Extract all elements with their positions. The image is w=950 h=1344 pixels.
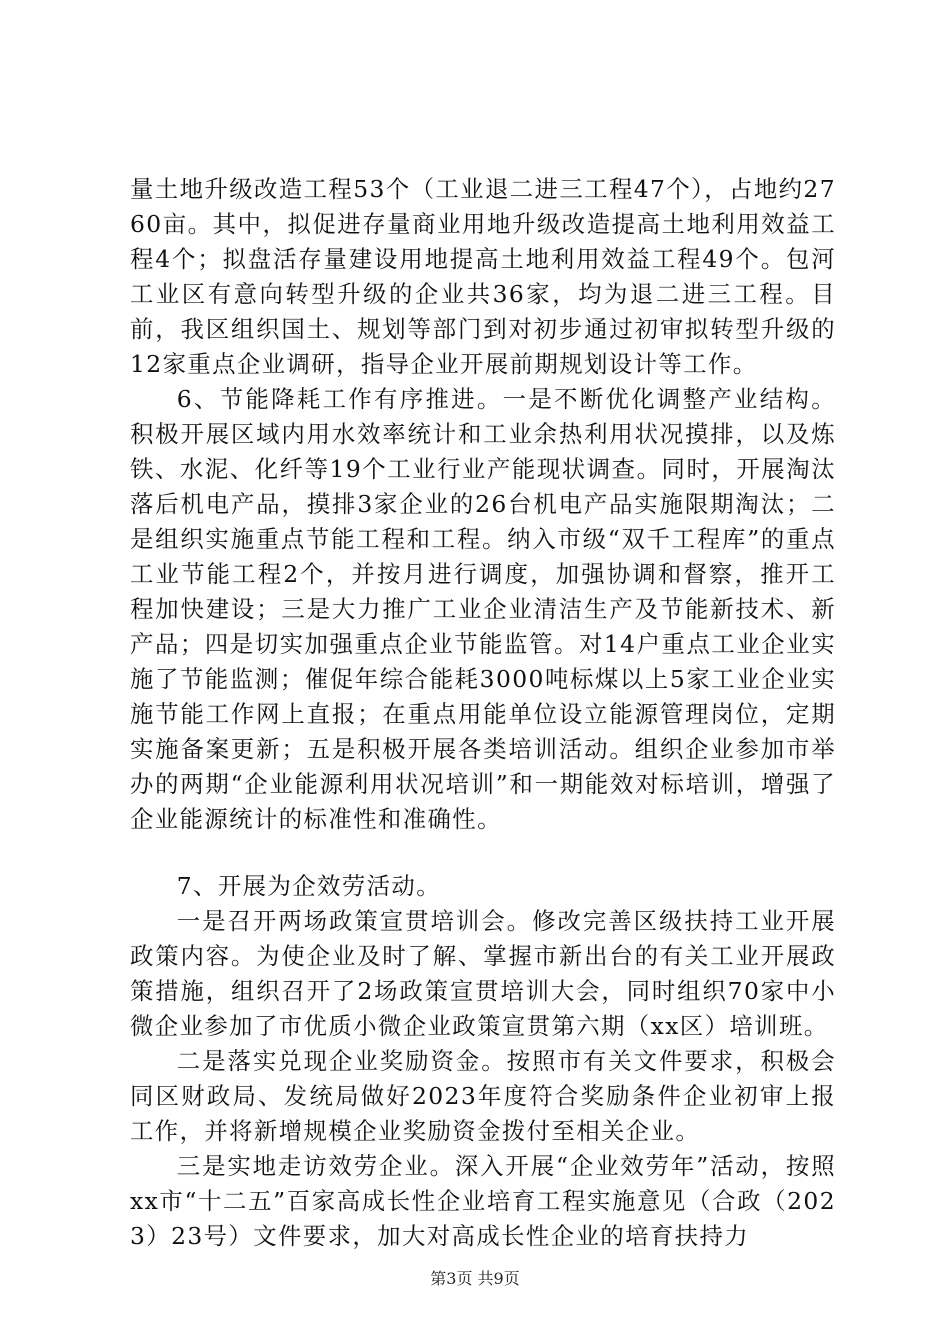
paragraph-policy-training: 一是召开两场政策宣贯培训会。修改完善区级扶持工业开展政策内容。为使企业及时了解、掌握市新出台的有关工业开展政策措施，组织召开了2场政策宣贯培训大会，同时组织70家中小微企业参加了市优质小微企业政策宣贯第六期（xx区）培训班。: [130, 907, 836, 1040]
page-footer: 第3页 共9页: [430, 1269, 520, 1288]
paragraph-gap: [130, 837, 836, 869]
paragraph-enterprise-visits: 三是实地走访效劳企业。深入开展“企业效劳年”活动，按照xx市“十二五”百家高成长性企业培育工程实施意见（合政（2023）23号）文件要求，加大对高成长性企业的培育扶持力: [130, 1152, 836, 1250]
paragraph-land-upgrade: 量土地升级改造工程53个（工业退二进三工程47个），占地约2760亩。其中，拟促进存量商业用地升级改造提高土地利用效益工程4个；拟盘活存量建设用地提高土地利用效益工程49个。包河工业区有意向转型升级的企业共36家，均为退二进三工程。目前，我区组织国土、规划等部门到对初步通过初审拟转型升级的12家重点企业调研，指导企业开展前期规划设计等工作。: [130, 175, 836, 378]
document-body: [130, 172, 836, 1254]
paragraph-energy-saving: 6、节能降耗工作有序推进。一是不断优化调整产业结构。积极开展区域内用水效率统计和工业余热利用状况摸排，以及炼铁、水泥、化纤等19个工业行业产能现状调查。同时，开展淘汰落后机电产品，摸排3家企业的26台机电产品实施限期淘汰；二是组织实施重点节能工程和工程。纳入市级“双千工程库”的重点工业节能工程2个，并按月进行调度，加强协调和督察，推开工程加快建设；三是大力推广工业企业清洁生产及节能新技术、新产品；四是切实加强重点企业节能监管。对14户重点工业企业实施了节能监测；催促年综合能耗3000吨标煤以上5家工业企业实施节能工作网上直报；在重点用能单位设立能源管理岗位，定期实施备案更新；五是积极开展各类培训活动。组织企业参加市举办的两期“企业能源利用状况培训”和一期能效对标培训，增强了企业能源统计的标准性和准确性。: [130, 385, 836, 833]
section-heading-enterprise-service: 7、开展为企效劳活动。: [176, 872, 441, 900]
paragraph-reward-funds: 二是落实兑现企业奖励资金。按照市有关文件要求，积极会同区财政局、发统局做好2023年度符合奖励条件企业初审上报工作，并将新增规模企业奖励资金拨付至相关企业。: [130, 1047, 836, 1145]
